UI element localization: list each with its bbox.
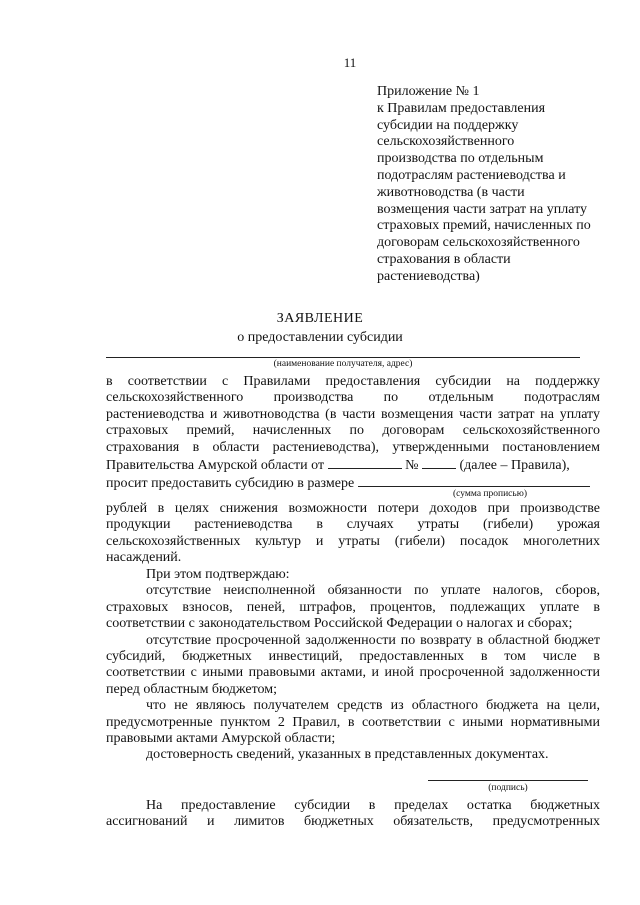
- signature-caption: (подпись): [488, 783, 528, 793]
- date-blank: [328, 456, 402, 469]
- text-line: сельскохозяйственного производства по отдельным подотраслям: [106, 390, 600, 406]
- text-line-date: [106, 456, 600, 474]
- text-line: страхования в области растениеводства), утвержденными постановлением: [106, 439, 600, 455]
- number-blank: [422, 456, 456, 469]
- appendix-line: растениеводства): [377, 268, 480, 284]
- recipient-line: [106, 357, 580, 358]
- appendix-line: субсидии на поддержку: [377, 117, 519, 133]
- appendix-line: к Правилам предоставления: [377, 100, 546, 116]
- text-line: субсидий, бюджетных инвестиций, предоставленных в том числе в: [106, 649, 600, 665]
- appendix-line: животноводства (в части: [377, 184, 525, 200]
- paragraph-purpose: [106, 501, 600, 567]
- text-line: растениеводства и животноводства (в части возмещения части затрат на уплату: [106, 406, 600, 422]
- text-line: предусмотренные пунктом 2 Правил, в соответствии с иными нормативными: [106, 714, 600, 730]
- text-line: соответствии с законодательством Российской Федерации о налогах и сборах;: [106, 616, 573, 632]
- text-fragment: Правительства Амурской области от: [106, 458, 325, 474]
- document-title: ЗАЯВЛЕНИЕ: [276, 311, 364, 326]
- appendix-line: страхования в области: [377, 251, 511, 267]
- text-line: страховых взносов, пеней, штрафов, процентов, подлежащих уплате в: [106, 599, 600, 615]
- paragraph-limits: [106, 798, 600, 831]
- paragraph-request: [106, 374, 600, 493]
- amount-blank: [358, 474, 590, 487]
- page-number: 11: [343, 55, 357, 70]
- text-line: соответствии с иными правовыми актами, и иной просроченной задолженности: [106, 665, 600, 681]
- appendix-line: страховых премий, начисленных по: [377, 218, 591, 234]
- text-line: рублей в целях снижения возможности потери доходов при производстве: [106, 501, 600, 516]
- text-fragment: (далее – Правила),: [459, 458, 570, 474]
- text-line: На предоставление субсидии в пределах остатка бюджетных: [146, 798, 600, 813]
- text-line: насаждений.: [106, 550, 182, 566]
- text-line: продукции растениеводства в случаях утраты (гибели) урожая: [106, 517, 600, 533]
- recipient-caption: (наименование получателя, адрес): [273, 359, 413, 369]
- text-fragment: просит предоставить субсидию в размере: [106, 476, 355, 492]
- text-line: ассигнований и лимитов бюджетных обязательств, предусмотренных: [106, 814, 600, 830]
- text-line: страховых премий, начисленных по договорам сельскохозяйственного: [106, 423, 600, 439]
- text-line: отсутствие неисполненной обязанности по уплате налогов, сборов,: [146, 583, 600, 599]
- appendix-line: подотраслям растениеводства и: [377, 167, 566, 183]
- sum-caption: (сумма прописью): [453, 489, 527, 499]
- text-line: правовыми актами Амурской области;: [106, 731, 336, 747]
- text-line: что не являюсь получателем средств из областного бюджета на цели,: [146, 698, 600, 714]
- number-sign: №: [405, 458, 419, 474]
- appendix-line: Приложение № 1: [377, 84, 480, 99]
- text-line: в соответствии с Правилами предоставления субсидии на поддержку: [106, 374, 600, 389]
- text-line: отсутствие просроченной задолженности по возврату в областной бюджет: [146, 632, 600, 648]
- document-subtitle: о предоставлении субсидии: [237, 330, 403, 345]
- text-line: достоверность сведений, указанных в представленных документах.: [146, 747, 549, 763]
- appendix-line: возмещения части затрат на уплату: [377, 201, 588, 217]
- confirmation-block: [106, 567, 600, 764]
- appendix-header: [377, 84, 617, 286]
- text-line: перед областным бюджетом;: [106, 681, 278, 697]
- appendix-line: производства по отдельным: [377, 151, 544, 167]
- text-line: сельскохозяйственных культур и утраты (гибели) посадок многолетних: [106, 533, 600, 549]
- confirm-heading: При этом подтверждаю:: [146, 567, 290, 582]
- signature-line: [428, 780, 588, 781]
- appendix-line: договорам сельскохозяйственного: [377, 235, 580, 251]
- appendix-line: сельскохозяйственного: [377, 134, 515, 150]
